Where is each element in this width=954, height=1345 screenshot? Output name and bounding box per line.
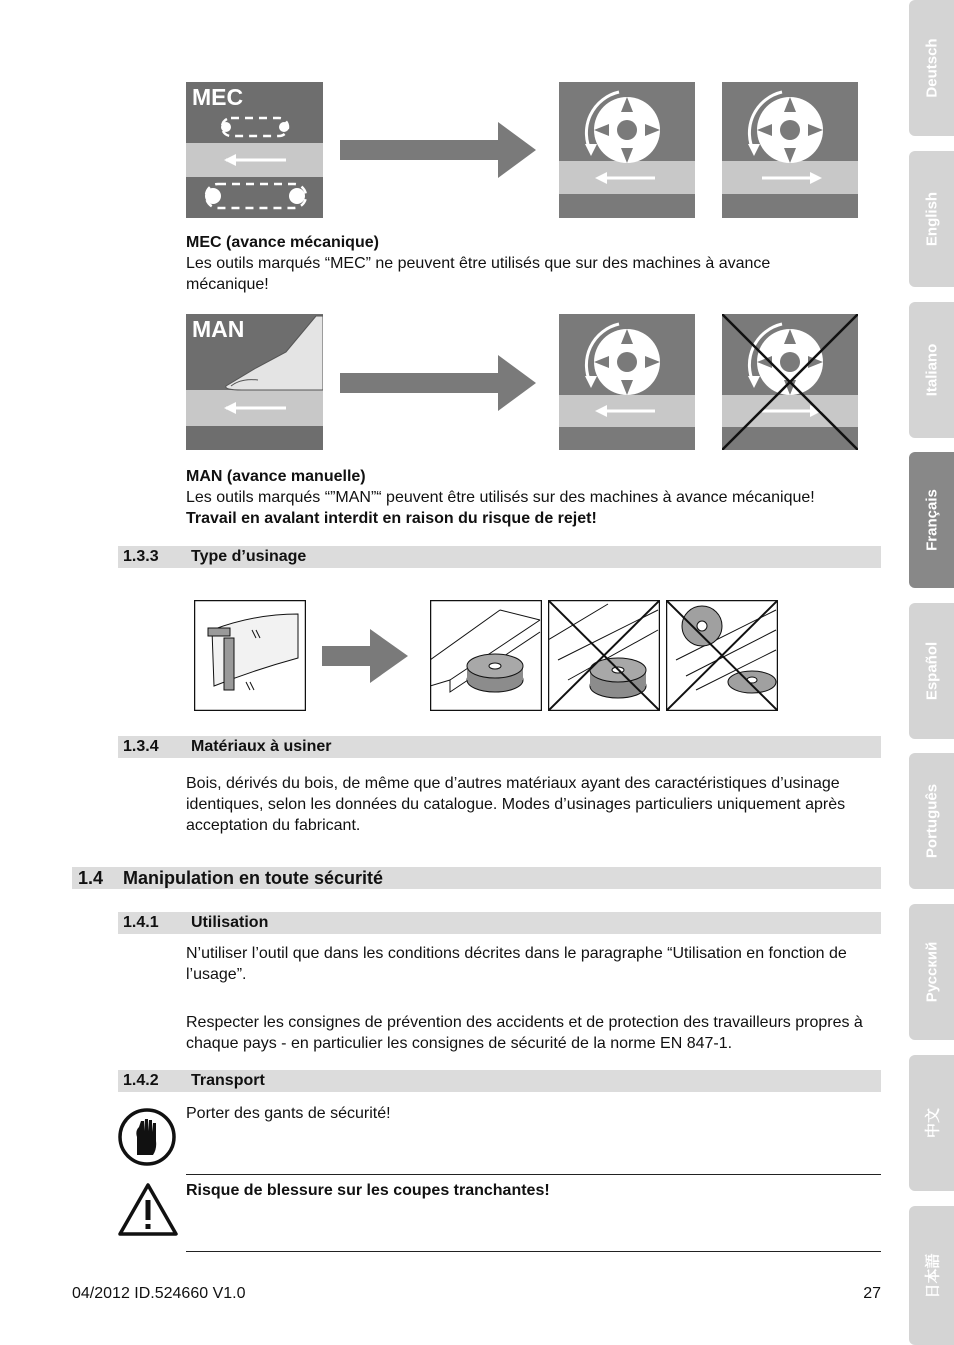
machining-forbidden-illustration [548,600,660,711]
section-title: Transport [191,1072,265,1089]
mec-title: MEC (avance mécanique) [186,234,379,251]
divider [186,1251,881,1252]
man-label: MAN [192,316,245,342]
tab-english[interactable] [909,151,954,287]
tab-label: Français [923,489,940,551]
tab-label: Português [923,783,940,859]
machining-forbidden-illustration [666,600,778,711]
danger-text: Risque de blessure sur les coupes tranchantes! [186,1182,550,1199]
usage-paragraph-2: Respecter les consignes de prévention des accidents et de protection des travailleurs propres à chaque pays - en particulier les consignes de sécurité de la norme EN 847-1. [186,1014,863,1052]
crossed-cutter-icon [722,314,858,450]
machining-ok-illustration [430,600,542,711]
warning-triangle-icon [117,1182,179,1238]
section-number: 1.3.4 [123,738,159,755]
tab-label: 中文 [924,1107,941,1139]
tab-deutsch[interactable] [909,0,954,136]
tab-japanese[interactable] [909,1206,954,1345]
tab-label: Русский [923,941,940,1003]
mec-label: MEC [192,84,244,110]
section-number: 1.4 [78,868,104,888]
section-number: 1.4.1 [123,914,159,931]
section-title: Manipulation en toute sécurité [123,868,384,888]
tab-label: Español [923,641,940,701]
gloves-text: Porter des gants de sécurité! [186,1105,391,1122]
section-title: Type d’usinage [191,548,307,565]
mec-text: Les outils marqués “MEC” ne peuvent être utilisés que sur des machines à avance mécanique! [186,255,771,293]
man-figure [186,314,323,450]
section-title: Matériaux à usiner [191,738,332,755]
tab-label: 日本語 [924,1252,941,1299]
arrow-right-icon [340,355,536,411]
section-number: 1.3.3 [123,548,159,565]
materials-text: Bois, dérivés du bois, de même que d’autres matériaux ayant des caractéristiques d’usinage identiques, selon les données du catalogue. Modes d’usinages particuliers uniquement après acceptation du fabricant. [186,775,846,834]
section-header-1-3-3 [118,546,881,568]
man-title: MAN (avance manuelle) [186,468,366,485]
workpiece-illustration [194,600,306,711]
tab-francais[interactable] [909,452,954,588]
tab-chinese[interactable] [909,1055,954,1191]
tab-russian[interactable] [909,904,954,1040]
tab-label: English [923,191,940,247]
tab-espanol[interactable] [909,603,954,739]
usage-paragraph-1: N’utiliser l’outil que dans les conditions décrites dans le paragraphe “Utilisation en fonction de l’usage”. [186,945,847,983]
glove-icon [117,1107,177,1167]
arrow-right-icon [340,122,536,178]
man-text: Les outils marqués “”MAN”“ peuvent être utilisés sur des machines à avance mécanique! [186,489,815,506]
cutter-rotation-icon [722,82,858,218]
cutter-rotation-icon [559,314,695,450]
section-header-1-4-2 [118,1070,881,1092]
man-warning: Travail en avalant interdit en raison du risque de rejet! [186,510,597,527]
section-header-1-4-1 [118,912,881,934]
footer-doc-id: 04/2012 ID.524660 V1.0 [72,1285,246,1302]
tab-portugues[interactable] [909,753,954,889]
arrow-right-icon [322,629,408,683]
section-number: 1.4.2 [123,1072,159,1089]
tab-label: Italiano [923,343,940,397]
section-title: Utilisation [191,914,269,931]
mec-figure [186,82,323,218]
cutter-rotation-icon [559,82,695,218]
section-header-1-3-4 [118,736,881,758]
section-header-1-4 [72,867,881,889]
tab-label: Deutsch [923,38,940,98]
tab-italiano[interactable] [909,302,954,438]
divider [186,1174,881,1175]
page-number: 27 [863,1285,881,1302]
